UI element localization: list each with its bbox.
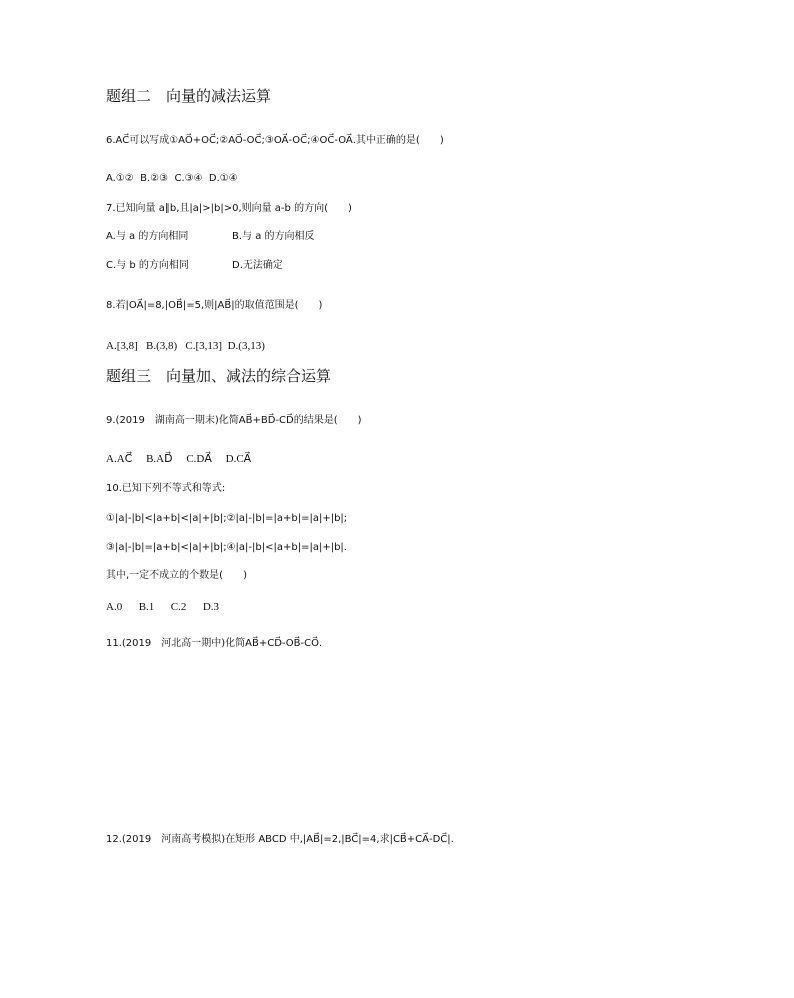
question-8: 8.若|OA⃗|=8,|OB⃗|=5,则|AB⃗|的取值范围是( )	[106, 300, 323, 311]
question-7-option-d: D.无法确定	[232, 260, 283, 271]
question-10-line-2: ③|a|-|b|=|a+b|<|a|+|b|;④|a|-|b|<|a+b|=|a|+|b|.	[106, 542, 347, 553]
question-10: 10.已知下列不等式和等式:	[106, 483, 226, 494]
question-6-options: A.①② B.②③ C.③④ D.①④	[106, 173, 238, 184]
question-7: 7.已知向量 a∥b,且|a|>|b|>0,则向量 a-b 的方向( )	[106, 203, 352, 214]
question-11: 11.(2019 河北高一期中)化简AB⃗+CD⃗-OB⃗-CO⃗.	[106, 638, 323, 649]
section-heading-2: 题组二 向量的减法运算	[106, 87, 272, 105]
question-7-option-c: C.与 b 的方向相同	[106, 260, 189, 271]
section-heading-3: 题组三 向量加、减法的综合运算	[106, 367, 332, 385]
question-6: 6.AC⃗可以写成①AO⃗+OC⃗;②AO⃗-OC⃗;③OA⃗-OC⃗;④OC⃗-OA⃗.其中正确的是( )	[106, 135, 444, 146]
question-9-options: A.AC⃗ B.AD⃗ C.DA⃗ D.CA⃗	[106, 453, 252, 465]
question-7-option-a: A.与 a 的方向相同	[106, 231, 189, 242]
question-8-options: A.[3,8] B.(3,8) C.[3,13] D.(3,13)	[106, 340, 265, 352]
question-7-option-b: B.与 a 的方向相反	[232, 231, 315, 242]
question-10-line-1: ①|a|-|b|<|a+b|<|a|+|b|;②|a|-|b|=|a+b|=|a|+|b|;	[106, 513, 348, 524]
question-10-ask: 其中,一定不成立的个数是( )	[106, 570, 247, 581]
question-10-options: A.0 B.1 C.2 D.3	[106, 601, 220, 613]
question-12: 12.(2019 河南高考模拟)在矩形 ABCD 中,|AB⃗|=2,|BC⃗|=4,求|CB⃗+CA⃗-DC⃗|.	[106, 834, 454, 845]
question-9: 9.(2019 湖南高一期末)化简AB⃗+BD⃗-CD⃗的结果是( )	[106, 415, 362, 426]
